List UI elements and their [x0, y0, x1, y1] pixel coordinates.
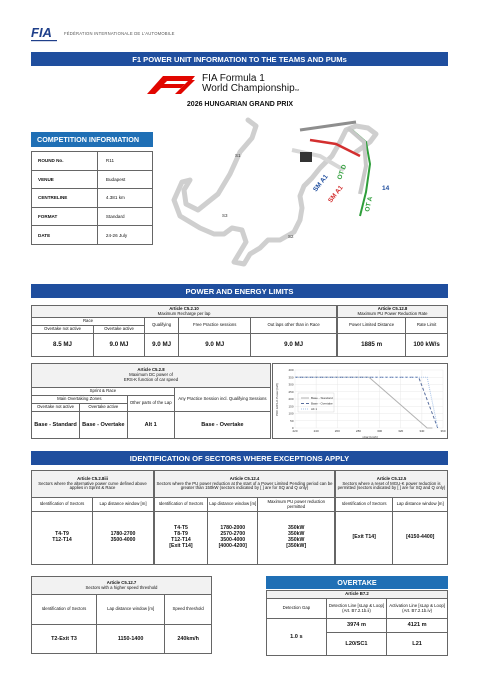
round-value: R11 — [97, 152, 152, 171]
venue-value: Budapest — [97, 170, 152, 189]
sectors-bar: IDENTIFICATION OF SECTORS WHERE EXCEPTIONS APPLY — [31, 451, 448, 465]
lap-windows: 1780-2700 3500-4000 — [93, 512, 154, 565]
track-label-sm-a1-red: SM A1 — [327, 184, 345, 205]
sector-id-header: Identification of Sectors — [32, 498, 93, 512]
speed-threshold: 240km/h — [165, 625, 212, 654]
chart-ylabel: PDC ERS-K Power [kW] — [275, 383, 279, 416]
lap-windows: [4150-4400] — [393, 512, 448, 565]
chart-xtick-label: 280 — [355, 429, 361, 433]
activation-line-header: Activation Line [sLap & Loop] (Art. B7.2.1b.iv) — [387, 599, 448, 619]
c5125-table — [335, 470, 448, 565]
c5127-desc: Sectors with a higher speed threshold — [85, 584, 158, 590]
sector-id-header: Identification of Sectors — [32, 595, 97, 625]
limited-distance-header: Power Limited Distance — [338, 318, 406, 334]
chart-ytick-label: 400 — [288, 368, 294, 372]
speed-threshold-header: Speed threshold — [165, 595, 212, 625]
outlaps-header: Out laps other than in Race — [251, 318, 337, 334]
curve-value: Base - Overtake — [174, 412, 270, 439]
curve-value: Alt 1 — [127, 412, 174, 439]
power-limits-bar: POWER AND ENERGY LIMITS — [31, 284, 448, 298]
chart-ytick-label: 250 — [288, 389, 294, 394]
c528-article: Article C5.2.8 — [137, 367, 165, 373]
track-label-ot-d: OT D — [336, 163, 349, 181]
chart-xtick-label: 360 — [440, 429, 446, 433]
c5124-article: Article C5.12.4 — [229, 475, 260, 481]
recharge-value: 9.0 MJ — [251, 334, 337, 357]
centreline-label: CENTRELINE — [32, 189, 98, 208]
lap-window-header: Lap distance window [m] — [207, 498, 258, 512]
round-label: ROUND No. — [32, 152, 98, 171]
track-label-s3: S3 — [222, 213, 228, 218]
c5124-table — [154, 470, 335, 565]
rate-limit-value: 100 kW/s — [406, 334, 448, 357]
track-label-s2: S2 — [288, 234, 294, 239]
chart-ytick-label: 100 — [288, 411, 294, 416]
race-header: Race — [32, 318, 145, 326]
chart-ytick-label: 0 — [291, 426, 294, 430]
format-label: FORMAT — [32, 207, 98, 226]
sector-ids: T4-T9 T12-T14 — [32, 512, 93, 565]
sector-id-header: Identification of Sectors — [155, 498, 208, 512]
f1-logo — [145, 72, 200, 96]
sector-ids: [Exit T14] — [336, 512, 393, 565]
chart-xtick-label: 300 — [377, 429, 383, 433]
detection-loop: L20/SC1 — [326, 633, 387, 656]
c5127-article: Article C5.12.7 — [106, 579, 137, 585]
format-value: Standard — [97, 207, 152, 226]
detection-distance: 3974 m — [326, 619, 387, 633]
main-zones-header: Main Overtaking Zones — [32, 396, 128, 404]
c5127-table — [31, 576, 212, 654]
c528-sub1: Maximum DC power of — [129, 372, 173, 378]
chart-ytick-label: 200 — [288, 397, 294, 401]
chart-ytick-label: 350 — [288, 375, 294, 380]
c5210-sub: Maximum Recharge per lap — [157, 310, 211, 316]
date-value: 24-26 July — [97, 226, 152, 245]
any-practice-header: Any Practice Session incl. Qualifying Sessions — [174, 388, 270, 412]
overtake-table — [266, 590, 448, 656]
recharge-value: 8.5 MJ — [32, 334, 94, 357]
chart-xtick-label: 240 — [313, 429, 319, 433]
track-label-sm-a1: SM A1 — [312, 173, 330, 194]
chart-xtick-label: 320 — [398, 429, 404, 433]
chart-xtick-label: 340 — [419, 429, 425, 433]
rate-limit-header: Rate Limit — [406, 318, 448, 334]
title-bar: F1 POWER UNIT INFORMATION TO THE TEAMS AND PUMs — [31, 52, 448, 66]
lap-windows: 1780-2000 2570-2700 3500-4000 [4000-4200] — [207, 512, 258, 565]
c5124-desc: Sectors where the PU power reduction at the start of a Power Limited Pending period can be greater than 150kW (sectors indicated by [ ] are for SQ and Q only) — [156, 480, 333, 491]
limited-distance-value: 1885 m — [338, 334, 406, 357]
free-practice-header: Free Practice sessions — [179, 318, 251, 334]
chart-legend-label: Base - Standard — [311, 396, 333, 400]
lap-window-header: Lap distance window [m] — [393, 498, 448, 512]
activation-loop: L21 — [387, 633, 448, 656]
c528iii-table — [31, 470, 154, 565]
curve-value: Base - Overtake — [79, 412, 127, 439]
activation-distance: 4121 m — [387, 619, 448, 633]
chart-xtick-label: 260 — [334, 429, 340, 433]
sector-id: T2-Exit T3 — [32, 625, 97, 654]
other-parts-header: Other parts of the Lap — [127, 396, 174, 412]
chart-legend-label: Base - Overtake — [311, 401, 333, 406]
max-reductions: 350kW 350kW 350kW [350kW] — [258, 512, 335, 565]
lap-window-header: Lap distance window [m] — [96, 595, 164, 625]
chart-ytick-label: 50 — [290, 418, 294, 423]
chart-xtick-label: 220 — [292, 429, 298, 433]
c5128-article: Article C5.12.8 — [377, 305, 408, 311]
c5128-table — [337, 305, 448, 357]
chart-xlabel: vCar [km/h] — [362, 435, 378, 439]
main-ot-active-header: Overtake active — [79, 404, 127, 412]
detection-line-header: Detection Line [sLap & Loop] (Art. B7.2.1b.ii) — [326, 599, 387, 619]
sector-id-header: Identification of Sectors — [336, 498, 393, 512]
c5125-desc: Sectors where a reset of MGU-K power reduction is permitted (sectors indicated by [ ] are for SQ and Q only) — [337, 480, 446, 491]
c528iii-desc: Sectors where the alternative power curve defined above applies in Sprint & Race — [38, 480, 147, 491]
c528-table — [31, 363, 271, 439]
sector-ids: T4-T5 T8-T9 T12-T14 [Exit T14] — [155, 512, 208, 565]
track-label-s1: S1 — [235, 153, 241, 158]
centreline-value: 4.381 km — [97, 189, 152, 208]
overtake-header: OVERTAKE — [266, 576, 448, 589]
sprint-race-header: Sprint & Race — [32, 388, 175, 396]
date-label: DATE — [32, 226, 98, 245]
fia-logo — [30, 22, 60, 44]
venue-label: VENUE — [32, 170, 98, 189]
detection-gap-value: 1.0 s — [267, 619, 327, 656]
c528-sub2: ERS-K function of car speed — [123, 376, 179, 382]
svg-text:FIA: FIA — [31, 25, 52, 40]
competition-header: COMPETITION INFORMATION — [31, 132, 153, 147]
chart-ytick-label: 150 — [288, 404, 294, 409]
race-ot-not-active-header: Overtake not active — [32, 326, 94, 334]
max-reduction-header: Maximum PU power reduction permitted — [258, 498, 335, 512]
recharge-value: 9.0 MJ — [94, 334, 145, 357]
org-name: FÉDÉRATION INTERNATIONALE DE L'AUTOMOBILE — [64, 31, 175, 36]
lap-window-header: Lap distance window [m] — [93, 498, 154, 512]
event-title: 2026 HUNGARIAN GRAND PRIX — [186, 101, 294, 108]
detection-gap-header: Detection Gap — [267, 599, 327, 619]
c528iii-article: Article C5.2.8iii — [77, 475, 108, 481]
competition-table — [31, 151, 153, 245]
curve-value: Base - Standard — [32, 412, 80, 439]
track-label-14: 14 — [382, 185, 390, 192]
qualifying-header: Qualifying — [144, 318, 178, 334]
main-ot-not-active-header: Overtake not active — [32, 404, 80, 412]
race-ot-active-header: Overtake active — [94, 326, 145, 334]
c5125-article: Article C5.12.5 — [376, 475, 407, 481]
chart-legend-label: Alt 1 — [311, 407, 318, 411]
c5128-sub: Maximum PU Power Reduction Rate — [357, 310, 428, 316]
track-map — [160, 112, 405, 270]
c5210-article: Article C5.2.10 — [169, 305, 199, 311]
power-curve-chart — [272, 363, 448, 439]
chart-ytick-label: 300 — [288, 382, 294, 387]
overtake-article: Article B7.2 — [267, 591, 448, 599]
recharge-value: 9.0 MJ — [179, 334, 251, 357]
track-label-ot-a: OT A — [364, 195, 375, 213]
c5210-table — [31, 305, 337, 357]
recharge-value: 9.0 MJ — [144, 334, 178, 357]
lap-window: 1150-1400 — [96, 625, 164, 654]
wc-title: FIA Formula 1 World ChampionshipTM — [202, 73, 299, 94]
